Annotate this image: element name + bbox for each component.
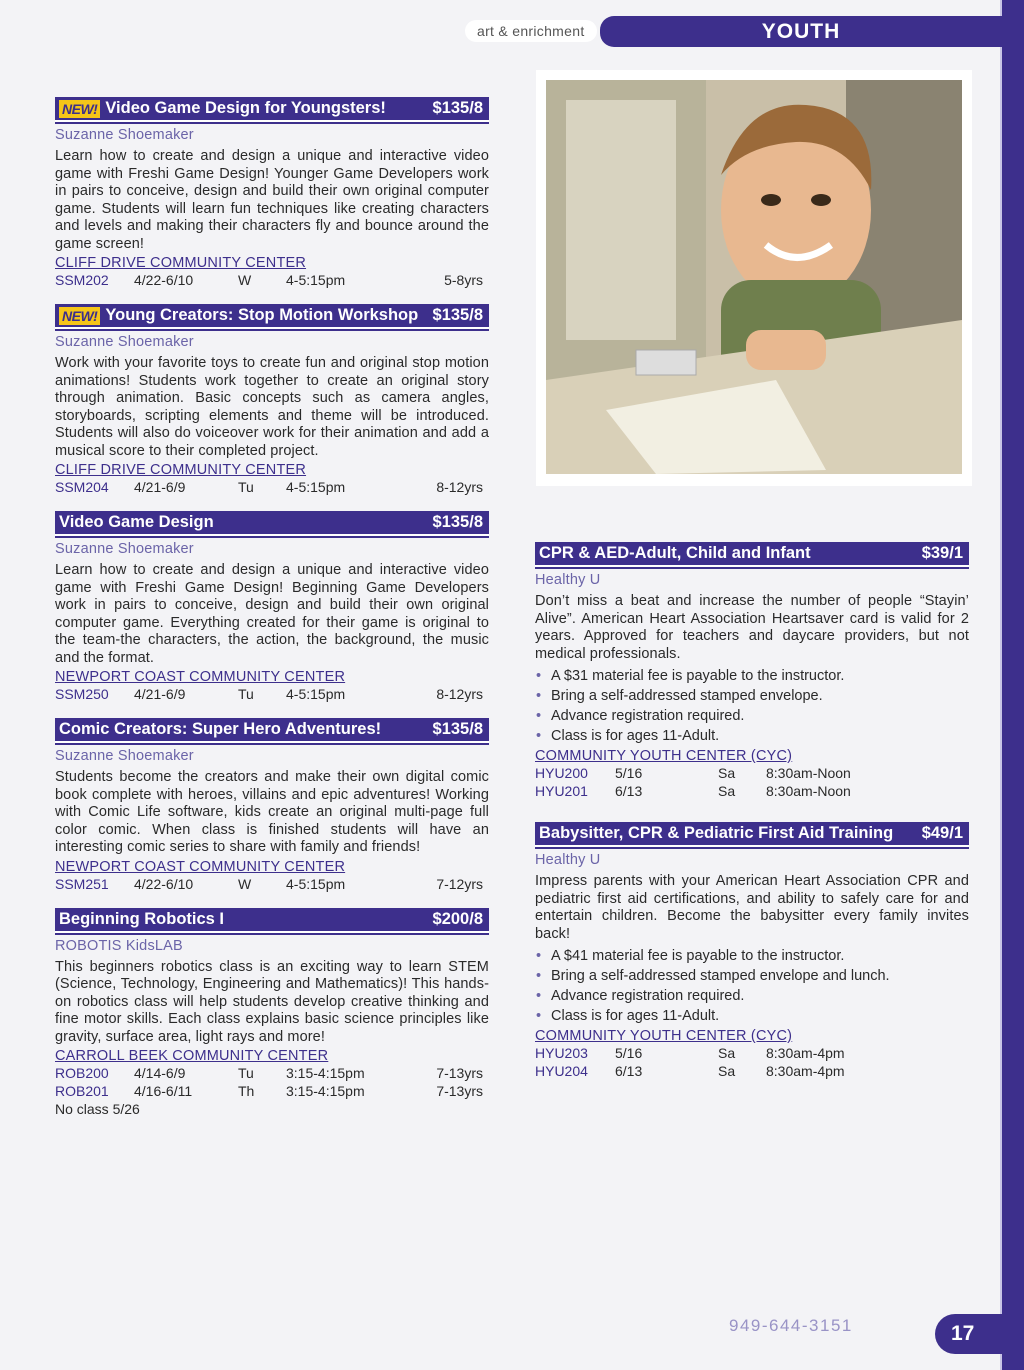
course-title-bar <box>535 542 969 567</box>
course-price: $135/8 <box>432 720 483 738</box>
course-instructor: ROBOTIS KidsLAB <box>55 937 183 954</box>
session-ages: 7-13yrs <box>436 1065 483 1081</box>
course-title: Video Game Design for Youngsters! <box>105 99 386 117</box>
course-instructor: Healthy U <box>535 852 601 868</box>
course-bullets <box>535 666 969 746</box>
course-title: Young Creators: Stop Motion Workshop <box>105 306 419 324</box>
session-dates: 4/22-6/10 <box>134 875 194 892</box>
course-description: Learn how to create and design a unique and interactive video game with Freshi Game Design! Beginning Game Developers work in pairs to conceive, design and build their own original computer game. Everything created for their game is original to the team-the characters, the action, the background, the music and the format. <box>55 562 489 666</box>
session-code: SSM202 <box>55 272 109 288</box>
right-column <box>535 542 969 1080</box>
session-day: Tu <box>238 686 254 702</box>
page-edge-line <box>1000 0 1002 1370</box>
course-price: $200/8 <box>432 909 483 928</box>
course-description: Learn how to create and design a unique and interactive video game with Freshi Game Design! Younger Game Developers work in pairs to conceive, design and build their own original computer game. Students will learn fun techniques like creating characters and levels and making their characters fly and bounce around the game screen! <box>55 148 489 252</box>
session-code: HYU201 <box>535 783 588 799</box>
session-day: W <box>238 875 252 892</box>
course-title: Video Game Design <box>59 513 214 531</box>
session-dates: 4/16-6/11 <box>134 1083 193 1099</box>
boy-at-desk-illustration <box>546 80 962 474</box>
session-time: 8:30am-Noon <box>766 765 851 781</box>
bullet-item: • A $41 material fee is payable to the instructor. <box>535 946 969 966</box>
session-dates: 4/22-6/10 <box>134 272 194 288</box>
course-listing <box>55 304 489 496</box>
course-description: Don’t miss a beat and increase the number of people “Stayin’ Alive”. American Heart Association Heartsaver card is valid for 2 years. Approved for teachers and daycare providers, but not medical professionals. <box>535 593 969 662</box>
session-ages: 7-13yrs <box>436 1083 483 1099</box>
session-code: HYU204 <box>535 1063 588 1079</box>
course-listing <box>55 511 489 703</box>
session-row <box>535 1044 969 1062</box>
course-location-link[interactable]: NEWPORT COAST COMMUNITY CENTER <box>55 669 346 685</box>
session-time: 8:30am-Noon <box>766 783 851 799</box>
bullet-item: • Advance registration required. <box>535 706 969 726</box>
session-day: Sa <box>718 783 736 799</box>
session-ages: 8-12yrs <box>436 686 483 702</box>
course-instructor: Suzanne Shoemaker <box>55 127 194 143</box>
session-day: Th <box>238 1083 255 1099</box>
course-photo <box>536 70 972 486</box>
course-instructor: Healthy U <box>535 572 601 588</box>
session-dates: 4/21-6/9 <box>134 686 186 702</box>
session-dates: 6/13 <box>615 783 643 799</box>
session-row <box>55 875 489 893</box>
session-dates: 5/16 <box>615 1045 643 1061</box>
section-title: YOUTH <box>600 16 1002 47</box>
session-row <box>535 764 969 782</box>
course-instructor: Suzanne Shoemaker <box>55 748 194 764</box>
session-time: 4-5:15pm <box>286 272 346 288</box>
course-price: $135/8 <box>432 99 483 117</box>
session-ages: 7-12yrs <box>436 875 483 892</box>
course-listing <box>55 97 489 289</box>
course-price: $39/1 <box>921 544 963 562</box>
page-edge-bar <box>1002 0 1024 1370</box>
session-day: Sa <box>718 1045 736 1061</box>
course-location-link[interactable]: CARROLL BEEK COMMUNITY CENTER <box>55 1048 329 1064</box>
session-day: Tu <box>238 479 254 495</box>
bullet-item: • Advance registration required. <box>535 986 969 1006</box>
left-column <box>55 97 489 1118</box>
section-category: art & enrichment <box>465 20 597 42</box>
session-row <box>535 782 969 800</box>
photo-image <box>546 80 962 474</box>
course-title: CPR & AED-Adult, Child and Infant <box>539 544 811 562</box>
bullet-item: • Class is for ages 11-Adult. <box>535 1006 969 1026</box>
session-time: 4-5:15pm <box>286 479 346 495</box>
session-time: 8:30am-4pm <box>766 1063 845 1079</box>
session-ages: 8-12yrs <box>436 479 483 495</box>
course-listing <box>55 718 489 893</box>
new-badge: NEW! <box>59 100 100 118</box>
bullet-item: • Class is for ages 11-Adult. <box>535 726 969 746</box>
session-code: ROB200 <box>55 1065 109 1081</box>
course-title-bar <box>55 511 489 536</box>
course-location-link[interactable]: NEWPORT COAST COMMUNITY CENTER <box>55 858 346 875</box>
session-row <box>535 1062 969 1080</box>
session-code: HYU200 <box>535 765 588 781</box>
session-time: 8:30am-4pm <box>766 1045 845 1061</box>
course-price: $49/1 <box>921 824 963 842</box>
course-location-link[interactable]: CLIFF DRIVE COMMUNITY CENTER <box>55 255 307 271</box>
course-location-link[interactable]: COMMUNITY YOUTH CENTER (CYC) <box>535 748 793 764</box>
session-row <box>55 478 489 496</box>
session-time: 4-5:15pm <box>286 875 346 892</box>
session-ages: 5-8yrs <box>444 272 483 288</box>
course-title-bar <box>55 304 489 329</box>
course-description: Impress parents with your American Heart Association CPR and pediatric first aid certifications, and ability to safely care for and entertain children. Become the babysitter every family invites back! <box>535 873 969 942</box>
course-listing <box>55 908 489 1119</box>
session-code: ROB201 <box>55 1083 109 1099</box>
session-dates: 4/21-6/9 <box>134 479 186 495</box>
bullet-item: • Bring a self-addressed stamped envelope. <box>535 686 969 706</box>
session-code: HYU203 <box>535 1045 588 1061</box>
page-number: 17 <box>935 1314 1002 1354</box>
session-day: Sa <box>718 1063 736 1079</box>
course-location-link[interactable]: CLIFF DRIVE COMMUNITY CENTER <box>55 462 307 478</box>
bullet-item: • Bring a self-addressed stamped envelope and lunch. <box>535 966 969 986</box>
course-bullets <box>535 946 969 1026</box>
session-code: SSM204 <box>55 479 109 495</box>
session-row <box>55 685 489 703</box>
course-title: Babysitter, CPR & Pediatric First Aid Training <box>539 824 894 842</box>
session-dates: 5/16 <box>615 765 643 781</box>
session-day: W <box>238 272 252 288</box>
course-title-bar <box>55 97 489 122</box>
course-price: $135/8 <box>432 306 483 324</box>
course-title-bar <box>55 718 489 743</box>
bullet-item: • A $31 material fee is payable to the instructor. <box>535 666 969 686</box>
session-row <box>55 1082 489 1100</box>
course-title-bar <box>535 822 969 847</box>
course-listing <box>535 822 969 1080</box>
course-note: No class 5/26 <box>55 1101 140 1117</box>
course-instructor: Suzanne Shoemaker <box>55 541 194 557</box>
session-time: 4-5:15pm <box>286 686 346 702</box>
course-listing <box>535 542 969 800</box>
course-instructor: Suzanne Shoemaker <box>55 334 194 350</box>
new-badge: NEW! <box>59 307 100 325</box>
course-title: Comic Creators: Super Hero Adventures! <box>59 720 382 738</box>
course-title: Beginning Robotics I <box>59 909 224 928</box>
session-day: Sa <box>718 765 736 781</box>
session-row <box>55 1064 489 1082</box>
session-dates: 6/13 <box>615 1063 643 1079</box>
course-price: $135/8 <box>432 513 483 531</box>
session-time: 3:15-4:15pm <box>286 1065 365 1081</box>
course-description: Students become the creators and make their own digital comic book complete with heroes, villains and epic adventures! Working with Comic Life software, kids create an original multi-page full color comic. When class is finished students will have an interesting comic series to share with family and friends! <box>55 769 489 855</box>
phone-number: 949-644-3151 <box>729 1316 853 1335</box>
session-day: Tu <box>238 1065 254 1081</box>
course-description: This beginners robotics class is an exciting way to learn STEM (Science, Technology, Engineering and Mathematics)! This hands-on robotics class will help students develop creative thinking and fine motor skills. Each class explains basic science principles like gravity, surface area, light rays and more! <box>55 958 489 1045</box>
session-code: SSM250 <box>55 686 109 702</box>
session-time: 3:15-4:15pm <box>286 1083 365 1099</box>
session-dates: 4/14-6/9 <box>134 1065 186 1081</box>
session-row <box>55 271 489 289</box>
course-title-bar <box>55 908 489 933</box>
course-location-link[interactable]: COMMUNITY YOUTH CENTER (CYC) <box>535 1028 793 1044</box>
session-code: SSM251 <box>55 875 109 892</box>
course-description: Work with your favorite toys to create fun and original stop motion animations! Students work together to create an original story through animation. Basic concepts such as camera angles, storyboards, scripting elements and theme will be introduced. Students will also do voiceover work for their animation and add a musical score to their completed project. <box>55 355 489 459</box>
